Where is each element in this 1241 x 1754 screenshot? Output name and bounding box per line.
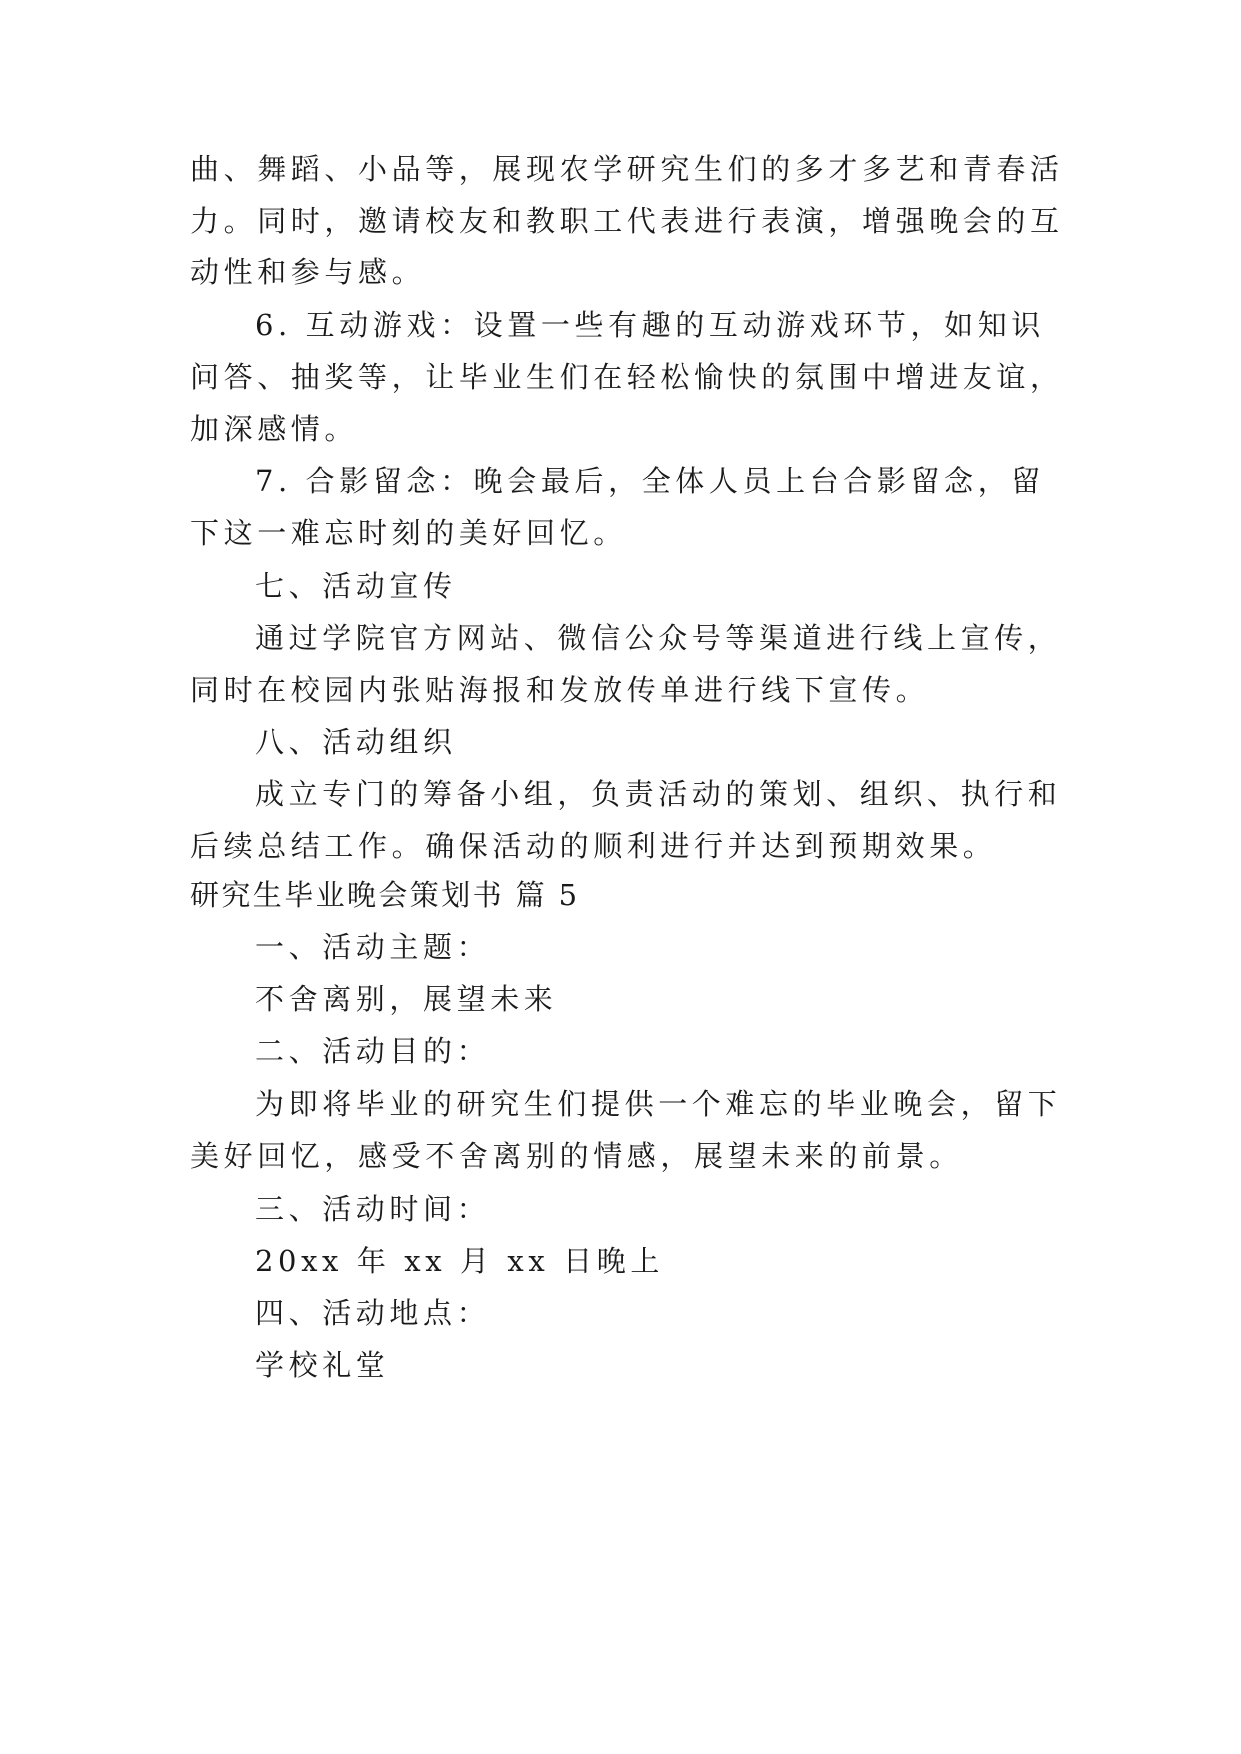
paragraph-line: 为即将毕业的研究生们提供一个难忘的毕业晚会，留下 xyxy=(255,1087,1062,1121)
paragraph-line: 6. 互动游戏：设置一些有趣的互动游戏环节，如知识 xyxy=(255,308,1045,342)
paragraph-line: 曲、舞蹈、小品等，展现农学研究生们的多才多艺和青春活 xyxy=(190,152,1064,186)
section-heading: 七、活动宣传 xyxy=(255,569,457,603)
section-heading: 二、活动目的： xyxy=(255,1034,491,1068)
section-heading: 三、活动时间： xyxy=(255,1192,491,1226)
document-title: 研究生毕业晚会策划书 篇 5 xyxy=(190,878,580,912)
paragraph-line: 成立专门的筹备小组，负责活动的策划、组织、执行和 xyxy=(255,777,1062,811)
paragraph-line: 学校礼堂 xyxy=(255,1348,390,1382)
section-heading: 八、活动组织 xyxy=(255,725,457,759)
paragraph-line: 不舍离别，展望未来 xyxy=(255,982,558,1016)
paragraph-line: 问答、抽奖等，让毕业生们在轻松愉快的氛围中增进友谊， xyxy=(190,360,1064,394)
paragraph-line: 加深感情。 xyxy=(190,412,359,446)
paragraph-line: 7. 合影留念：晚会最后，全体人员上台合影留念，留 xyxy=(255,464,1045,498)
section-heading: 四、活动地点： xyxy=(255,1296,491,1330)
paragraph-line: 下这一难忘时刻的美好回忆。 xyxy=(190,516,627,550)
paragraph-line: 同时在校园内张贴海报和发放传单进行线下宣传。 xyxy=(190,673,930,707)
paragraph-line: 动性和参与感。 xyxy=(190,255,426,289)
paragraph-line: 美好回忆，感受不舍离别的情感，展望未来的前景。 xyxy=(190,1139,963,1173)
section-heading: 一、活动主题： xyxy=(255,930,491,964)
paragraph-line: 通过学院官方网站、微信公众号等渠道进行线上宣传， xyxy=(255,621,1062,655)
paragraph-line: 后续总结工作。确保活动的顺利进行并达到预期效果。 xyxy=(190,829,997,863)
paragraph-line: 20xx 年 xx 月 xx 日晚上 xyxy=(255,1244,664,1278)
paragraph-line: 力。同时，邀请校友和教职工代表进行表演，增强晚会的互 xyxy=(190,204,1064,238)
